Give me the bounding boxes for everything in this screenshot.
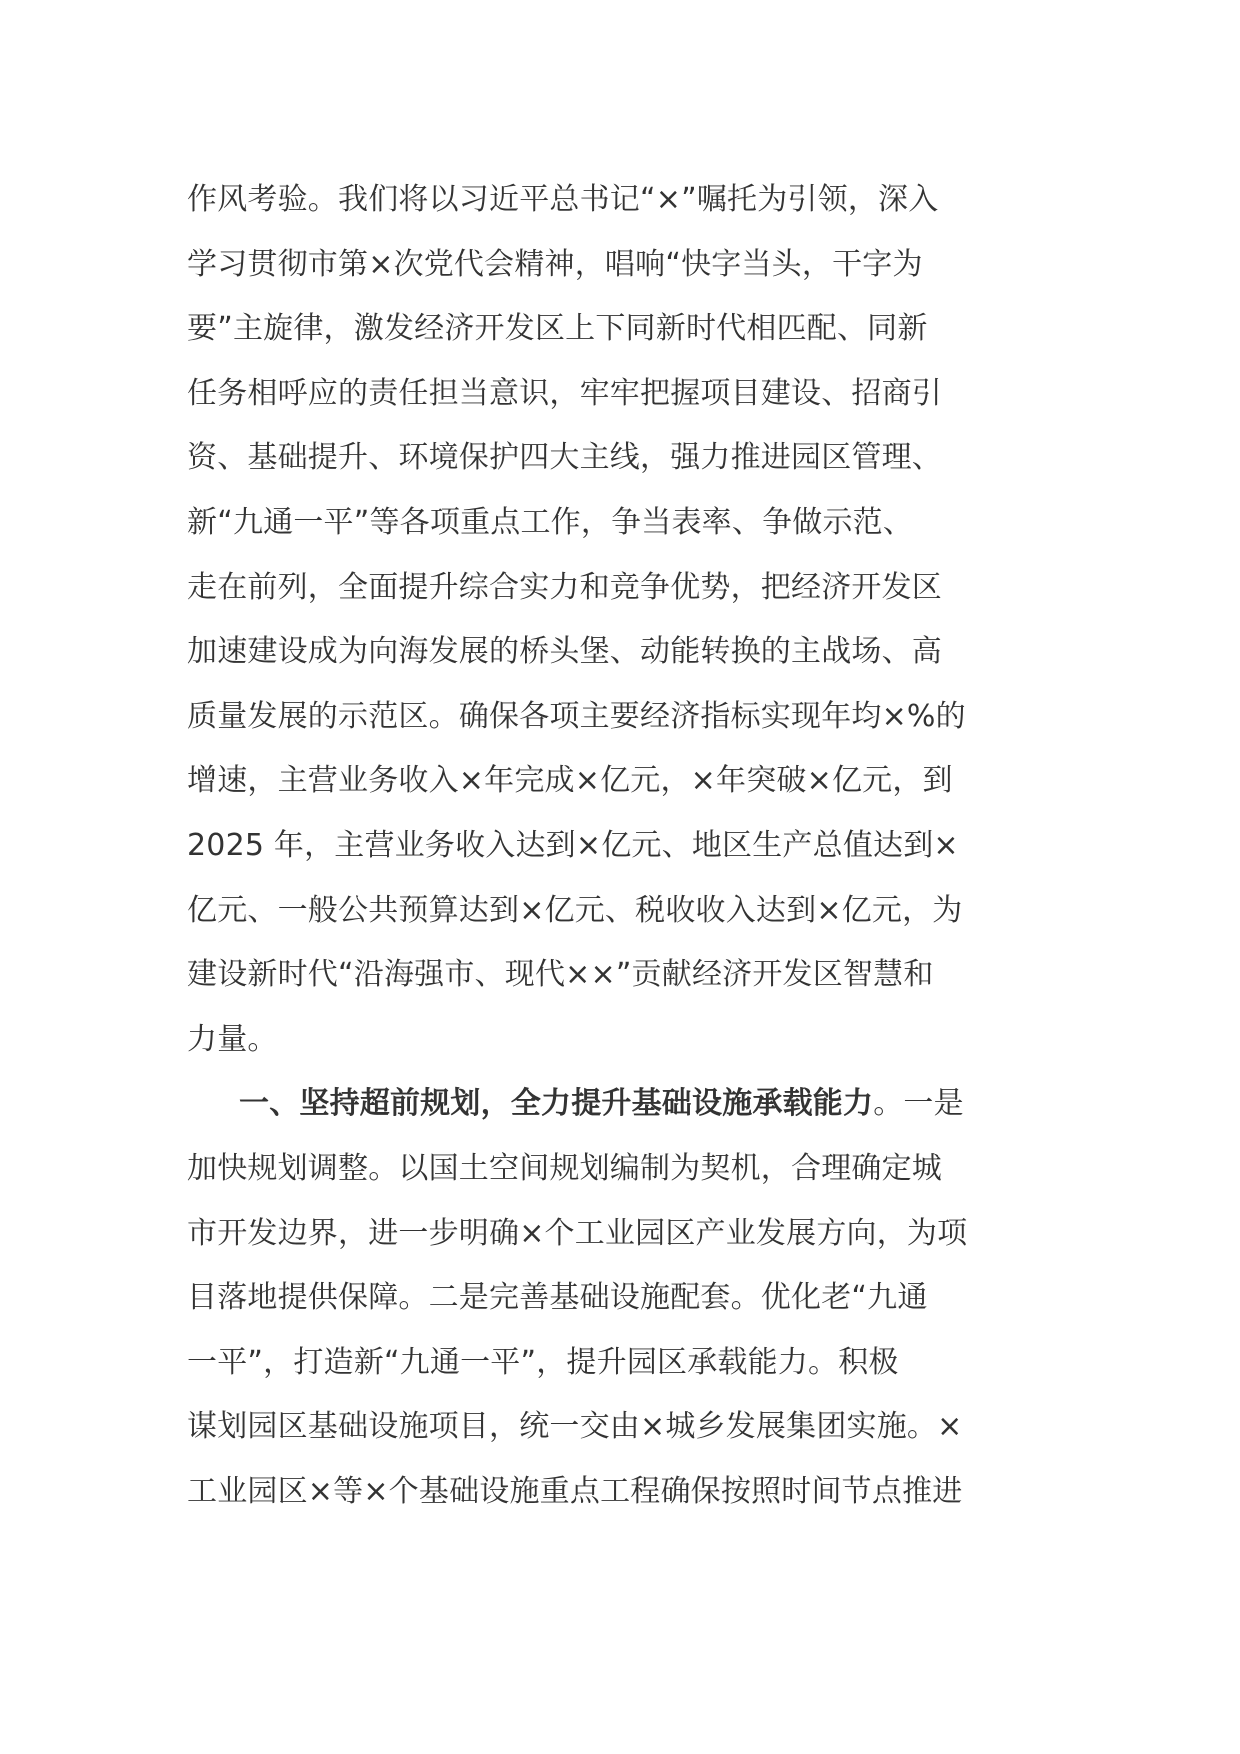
text-line: 谋划园区基础设施项目，统一交由×城乡发展集团实施。× [187,1409,963,1445]
text-line: 建设新时代“沿海强市、现代××”贡献经济开发区智慧和 [187,957,934,993]
section-heading: 一、坚持超前规划，全力提升基础设施承载能力 [239,1086,874,1122]
body-text [187,168,1057,1524]
text-line: 2025 年，主营业务收入达到×亿元、地区生产总值达到× [187,827,959,863]
text-line: 作风考验。我们将以习近平总书记“×”嘱托为引领，深入 [187,182,939,217]
text-line: 资、基础提升、环境保护四大主线，强力推进园区管理、 [187,440,942,476]
text-line: 力量。 [187,1021,278,1057]
paragraph-2 [187,1072,1057,1524]
text-line-heading [187,1072,1057,1137]
text-line: 要”主旋律，激发经济开发区上下同新时代相匹配、同新 [187,311,928,347]
text-line: 学习贯彻市第×次党代会精神，唱响“快字当头，干字为 [187,246,923,282]
text-line: 任务相呼应的责任担当意识，牢牢把握项目建设、招商引 [187,375,942,411]
text-line: 工业园区×等×个基础设施重点工程确保按照时间节点推进 [187,1473,963,1509]
text-line: 目落地提供保障。二是完善基础设施配套。优化老“九通 [187,1280,928,1316]
text-line: 增速，主营业务收入×年完成×亿元，×年突破×亿元，到 [187,763,953,799]
text-line: 新“九通一平”等各项重点工作，争当表率、争做示范、 [187,504,914,540]
text-line: 一平”，打造新“九通一平”，提升园区承载能力。积极 [187,1344,899,1380]
paragraph-1 [187,168,1057,1072]
text-line: 亿元、一般公共预算达到×亿元、税收收入达到×亿元，为 [187,892,963,928]
text-line: 质量发展的示范区。确保各项主要经济指标实现年均×%的 [187,698,966,734]
text-line: 加速建设成为向海发展的桥头堡、动能转换的主战场、高 [187,634,942,670]
text-line: 市开发边界，进一步明确×个工业园区产业发展方向，为项 [187,1215,968,1251]
heading-continuation: 。一是 [873,1086,964,1122]
text-line: 加快规划调整。以国土空间规划编制为契机，合理确定城 [187,1150,942,1186]
text-line: 走在前列，全面提升综合实力和竞争优势，把经济开发区 [187,569,942,605]
